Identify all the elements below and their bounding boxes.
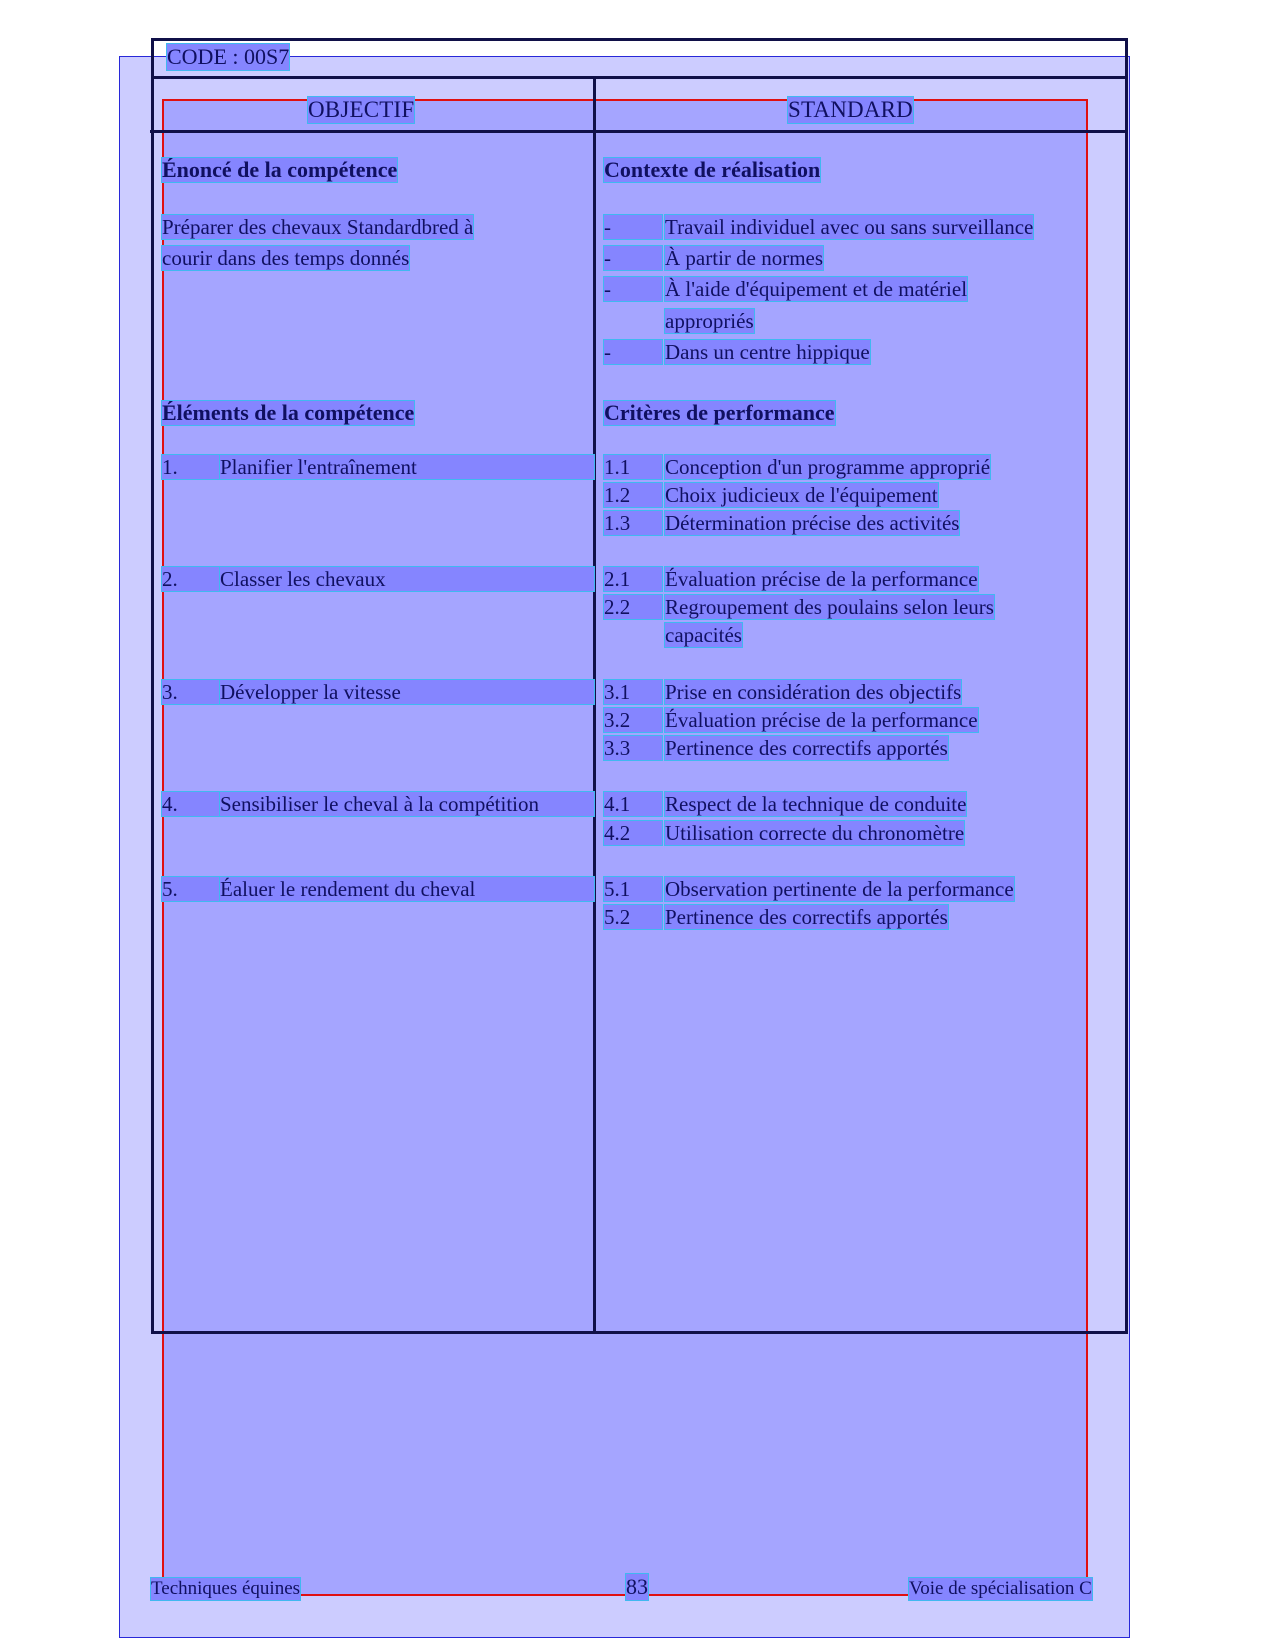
criterion-number: 1.3 (604, 511, 662, 535)
element-label: Sensibiliser le cheval à la compétition (220, 792, 594, 816)
enonce-line: Préparer des chevaux Standardbred à (162, 215, 474, 239)
column-divider (593, 79, 596, 1334)
criterion-text: Évaluation précise de la performance (665, 567, 978, 591)
contexte-item: Dans un centre hippique (665, 340, 870, 364)
enonce-line: courir dans des temps donnés (162, 246, 410, 270)
contexte-item: À l'aide d'équipement et de matériel (665, 277, 968, 301)
criterion-number: 4.2 (604, 821, 662, 845)
header-standard: STANDARD (788, 97, 913, 122)
element-label: Éaluer le rendement du cheval (220, 877, 594, 901)
criterion-text: Évaluation précise de la performance (665, 708, 978, 732)
element-number: 5. (162, 877, 220, 901)
contexte-bullet: - (604, 277, 662, 301)
criterion-number: 3.1 (604, 680, 662, 704)
code-label: CODE : 00S7 (167, 44, 290, 69)
criterion-text: Pertinence des correctifs apportés (665, 905, 948, 929)
criteres-title: Critères de performance (604, 400, 835, 425)
element-label: Classer les chevaux (220, 567, 594, 591)
contexte-item: Travail individuel avec ou sans surveillance (665, 215, 1034, 239)
criterion-text: Pertinence des correctifs apportés (665, 736, 948, 760)
criterion-number: 3.3 (604, 736, 662, 760)
criterion-number: 5.1 (604, 877, 662, 901)
criterion-text: Choix judicieux de l'équipement (665, 483, 938, 507)
criterion-number: 5.2 (604, 905, 662, 929)
criterion-text: Regroupement des poulains selon leurs (665, 595, 994, 619)
element-number: 1. (162, 455, 220, 479)
element-number: 2. (162, 567, 220, 591)
contexte-title: Contexte de réalisation (604, 157, 821, 182)
criterion-number: 2.2 (604, 595, 662, 619)
footer-page-number: 83 (626, 1574, 648, 1599)
criterion-number: 3.2 (604, 708, 662, 732)
header-row (150, 79, 1125, 133)
elements-title: Éléments de la compétence (162, 400, 415, 425)
footer-left: Techniques équines (151, 1578, 301, 1599)
criterion-number: 4.1 (604, 792, 662, 816)
footer-right: Voie de spécialisation C (909, 1578, 1092, 1599)
element-label: Développer la vitesse (220, 680, 594, 704)
criterion-number: 1.1 (604, 455, 662, 479)
criterion-text: Utilisation correcte du chronomètre (665, 821, 965, 845)
element-label: Planifier l'entraînement (220, 455, 594, 479)
code-row (154, 41, 1125, 79)
contexte-bullet: - (604, 215, 662, 239)
criterion-text-cont: capacités (665, 623, 742, 647)
criterion-text: Observation pertinente de la performance (665, 877, 1014, 901)
contexte-bullet: - (604, 340, 662, 364)
header-objectif: OBJECTIF (308, 97, 415, 122)
element-number: 3. (162, 680, 220, 704)
criterion-text: Respect de la technique de conduite (665, 792, 967, 816)
criterion-number: 1.2 (604, 483, 662, 507)
enonce-title: Énoncé de la compétence (162, 157, 398, 182)
element-number: 4. (162, 792, 220, 816)
criterion-text: Détermination précise des activités (665, 511, 960, 535)
criterion-number: 2.1 (604, 567, 662, 591)
contexte-item-cont: appropriés (665, 309, 754, 333)
contexte-bullet: - (604, 246, 662, 270)
criterion-text: Conception d'un programme approprié (665, 455, 991, 479)
contexte-item: À partir de normes (665, 246, 824, 270)
criterion-text: Prise en considération des objectifs (665, 680, 962, 704)
